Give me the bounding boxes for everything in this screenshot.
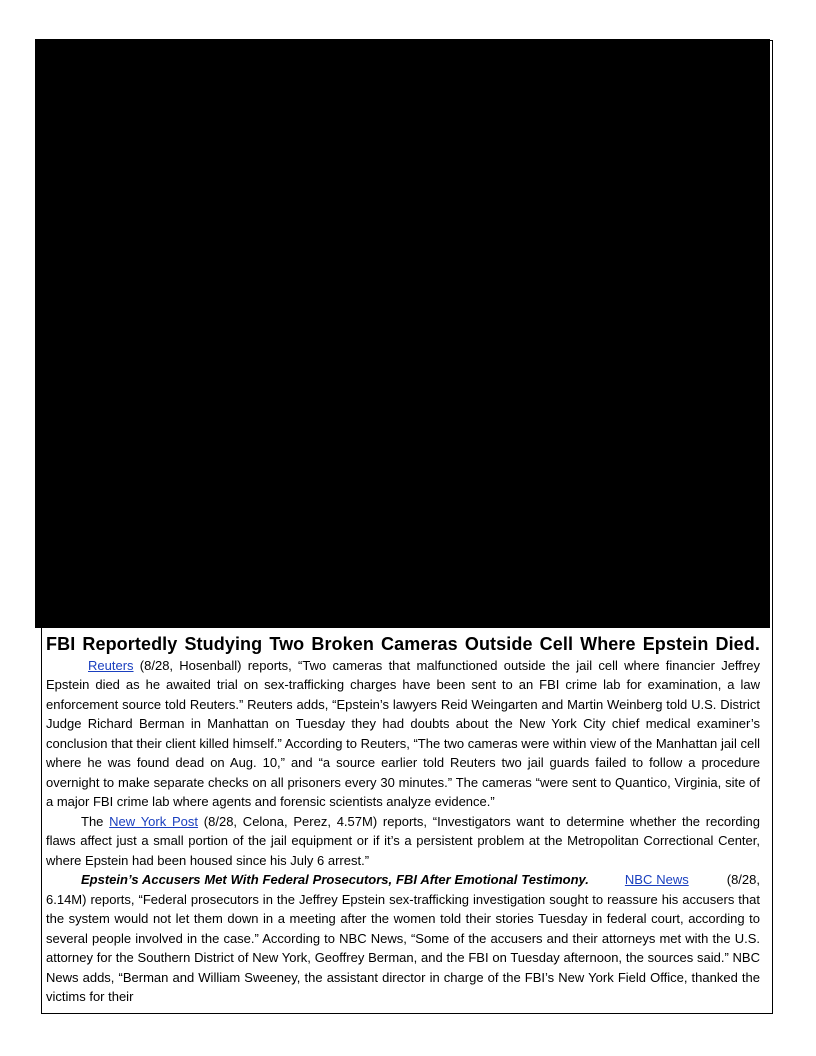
article-1-paragraph-2 [46, 812, 760, 871]
article-2-headline: Epstein’s Accusers Met With Federal Prosecutors, FBI After Emotional Testimony. [81, 872, 589, 887]
reuters-link[interactable]: Reuters [88, 657, 134, 673]
redacted-block [35, 39, 770, 628]
article-1-para2-body: (8/28, Celona, Perez, 4.57M) reports, “Investigators want to determine whether the recording flaws affect just a small portion of the jail equipment or if it’s a persistent problem at the Metropolitan Correctional Center, where Epstein had been housed since his July 6 arrest.” [46, 813, 760, 868]
article-1-paragraph-1 [46, 635, 760, 812]
nbc-news-link[interactable]: NBC News [624, 872, 689, 887]
article-1-para2-prefix: The [81, 813, 104, 829]
article-2-date: (8/28, [726, 872, 760, 887]
article-2-paragraph-1 [46, 870, 760, 1007]
new-york-post-link[interactable]: New York Post [109, 813, 199, 829]
news-content [46, 635, 760, 1007]
article-2-body: 6.14M) reports, “Federal prosecutors in the Jeffrey Epstein sex-trafficking investigation sought to reassure his accusers that the system would not let them down in a meeting after the women told their stories Tuesday in federal court, according to several people involved in the case.” According to NBC News, “Some of the accusers and their attorneys met with the U.S. attorney for the Southern District of New York, Geoffrey Berman, and the FBI on Tuesday afternoon, the sources said.” NBC News adds, “Berman and William Sweeney, the assistant director in charge of the FBI’s New York Field Office, thanked the victims for their [46, 891, 760, 1004]
article-1-body: (8/28, Hosenball) reports, “Two cameras that malfunctioned outside the jail cell where financier Jeffrey Epstein died as he awaited trial on sex-trafficking charges have been sent to an FBI crime lab for examination, a law enforcement source told Reuters.” Reuters adds, “Epstein’s lawyers Reid Weingarten and Martin Weinberg told U.S. District Judge Richard Berman in Manhattan on Tuesday they had doubts about the New York City chief medical examiner’s conclusion that their client killed himself.” According to Reuters, “The two cameras were within view of the Manhattan jail cell where he was found dead on Aug. 10,” and “a source earlier told Reuters two jail guards failed to follow a procedure overnight to make separate checks on all prisoners every 30 minutes.” The cameras “were sent to Quantico, Virginia, site of a major FBI crime lab where agents and forensic scientists analyze evidence.” [46, 657, 760, 809]
article-1-headline: FBI Reportedly Studying Two Broken Cameras Outside Cell Where Epstein Died. [46, 634, 760, 654]
